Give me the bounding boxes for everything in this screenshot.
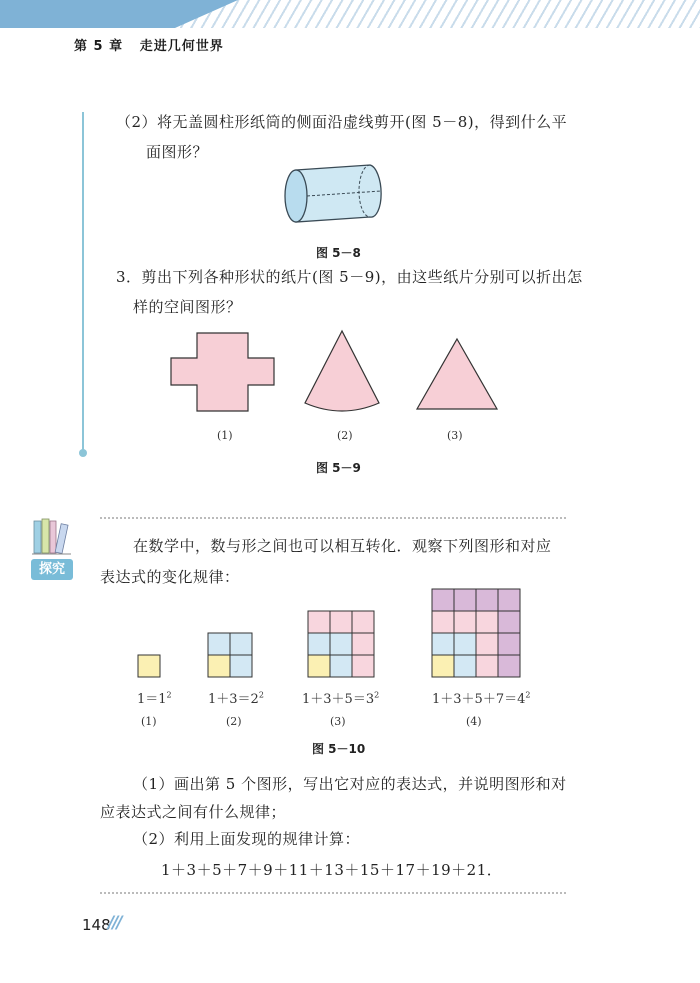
formula-3-exp: 2 [374, 690, 380, 700]
formula-4-lhs: 1＋3＋5＋7＝4 [432, 692, 526, 707]
grid-4-cell [432, 633, 454, 655]
question-3-line2: 样的空间图形？ [133, 298, 242, 316]
grid-2-cell [230, 655, 252, 677]
grid-3-cell [308, 655, 330, 677]
grid-4-cell [454, 589, 476, 611]
grid-4-cell [432, 611, 454, 633]
page-number: 148 [82, 916, 111, 934]
sector-shape [305, 331, 379, 411]
cylinder-figure [278, 162, 390, 236]
chapter-number: 第 5 章 [74, 39, 124, 54]
section-divider-top [100, 517, 566, 519]
explore-badge: 探究 [31, 559, 73, 580]
figure-5-10-label-1: (1) [141, 715, 157, 728]
formula-1 [137, 688, 172, 707]
formula-2 [208, 688, 264, 707]
formula-4-exp: 2 [525, 690, 531, 700]
figure-5-9-label-3: (3) [447, 429, 463, 442]
grid-2-cell [230, 633, 252, 655]
grid-4-cell [498, 589, 520, 611]
grid-4-cell [476, 655, 498, 677]
task-1-line2: 应表达式之间有什么规律； [100, 803, 287, 821]
grid-2-cell [208, 633, 230, 655]
figure-5-10-label-4: (4) [466, 715, 482, 728]
cross-net-shape [171, 333, 274, 411]
figure-5-8-caption: 图 5－8 [316, 246, 361, 260]
figure-5-9-caption: 图 5－9 [316, 461, 361, 475]
grid-4-cell [476, 633, 498, 655]
books-icon [29, 515, 75, 557]
explore-intro-line2: 表达式的变化规律： [100, 568, 240, 586]
grid-4-cell [432, 589, 454, 611]
question-2-line1: （2）将无盖圆柱形纸筒的侧面沿虚线剪开(图 5－8)，得到什么平 [116, 113, 568, 131]
grid-1-cell [138, 655, 160, 677]
task-2: （2）利用上面发现的规律计算： [133, 830, 361, 848]
grid-3-cell [352, 633, 374, 655]
formula-3 [302, 688, 379, 707]
task-2-expression: 1＋3＋5＋7＋9＋11＋13＋15＋17＋19＋21． [161, 861, 503, 879]
triangle-shape [417, 339, 497, 409]
grid-4-cell [498, 611, 520, 633]
grid-4-cell [498, 633, 520, 655]
formula-1-lhs: 1＝1 [137, 692, 167, 707]
explore-intro-line1: 在数学中，数与形之间也可以相互转化．观察下列图形和对应 [133, 537, 552, 555]
grid-3-cell [352, 611, 374, 633]
grid-4-cell [498, 655, 520, 677]
grid-4-cell [432, 655, 454, 677]
grid-4-cell [476, 589, 498, 611]
formula-1-exp: 2 [166, 690, 172, 700]
figure-5-9-label-2: (2) [337, 429, 353, 442]
grid-3-cell [308, 611, 330, 633]
formula-3-lhs: 1＋3＋5＝3 [302, 692, 375, 707]
grid-4-cell [454, 611, 476, 633]
page-number-mark: /// [108, 913, 121, 933]
formula-2-exp: 2 [258, 690, 264, 700]
grid-3-cell [308, 633, 330, 655]
section-divider-bottom [100, 892, 566, 894]
grid-3-cell [330, 655, 352, 677]
question-3-line1: 3．剪出下列各种形状的纸片(图 5－9)，由这些纸片分别可以折出怎 [116, 268, 583, 286]
grid-4-cell [454, 655, 476, 677]
grid-3-cell [330, 633, 352, 655]
grid-4-cell [476, 611, 498, 633]
grid-4-cell [454, 633, 476, 655]
grid-2-cell [208, 655, 230, 677]
figure-5-10-grids [130, 585, 530, 680]
grid-3-cell [330, 611, 352, 633]
formula-2-lhs: 1＋3＝2 [208, 692, 259, 707]
figure-5-9-label-1: (1) [217, 429, 233, 442]
margin-bar [82, 112, 84, 452]
figure-5-9-shapes [160, 325, 520, 420]
task-1-line1: （1）画出第 5 个图形，写出它对应的表达式，并说明图形和对 [133, 775, 567, 793]
figure-5-10-label-3: (3) [330, 715, 346, 728]
margin-dot [79, 449, 87, 457]
chapter-title: 走进几何世界 [139, 39, 224, 54]
formula-4 [432, 688, 530, 707]
figure-5-10-caption: 图 5－10 [312, 742, 366, 756]
question-2-line2: 面图形？ [146, 143, 209, 161]
chapter-header [74, 35, 224, 54]
header-hatch [175, 0, 700, 28]
figure-5-10-label-2: (2) [226, 715, 242, 728]
grid-3-cell [352, 655, 374, 677]
